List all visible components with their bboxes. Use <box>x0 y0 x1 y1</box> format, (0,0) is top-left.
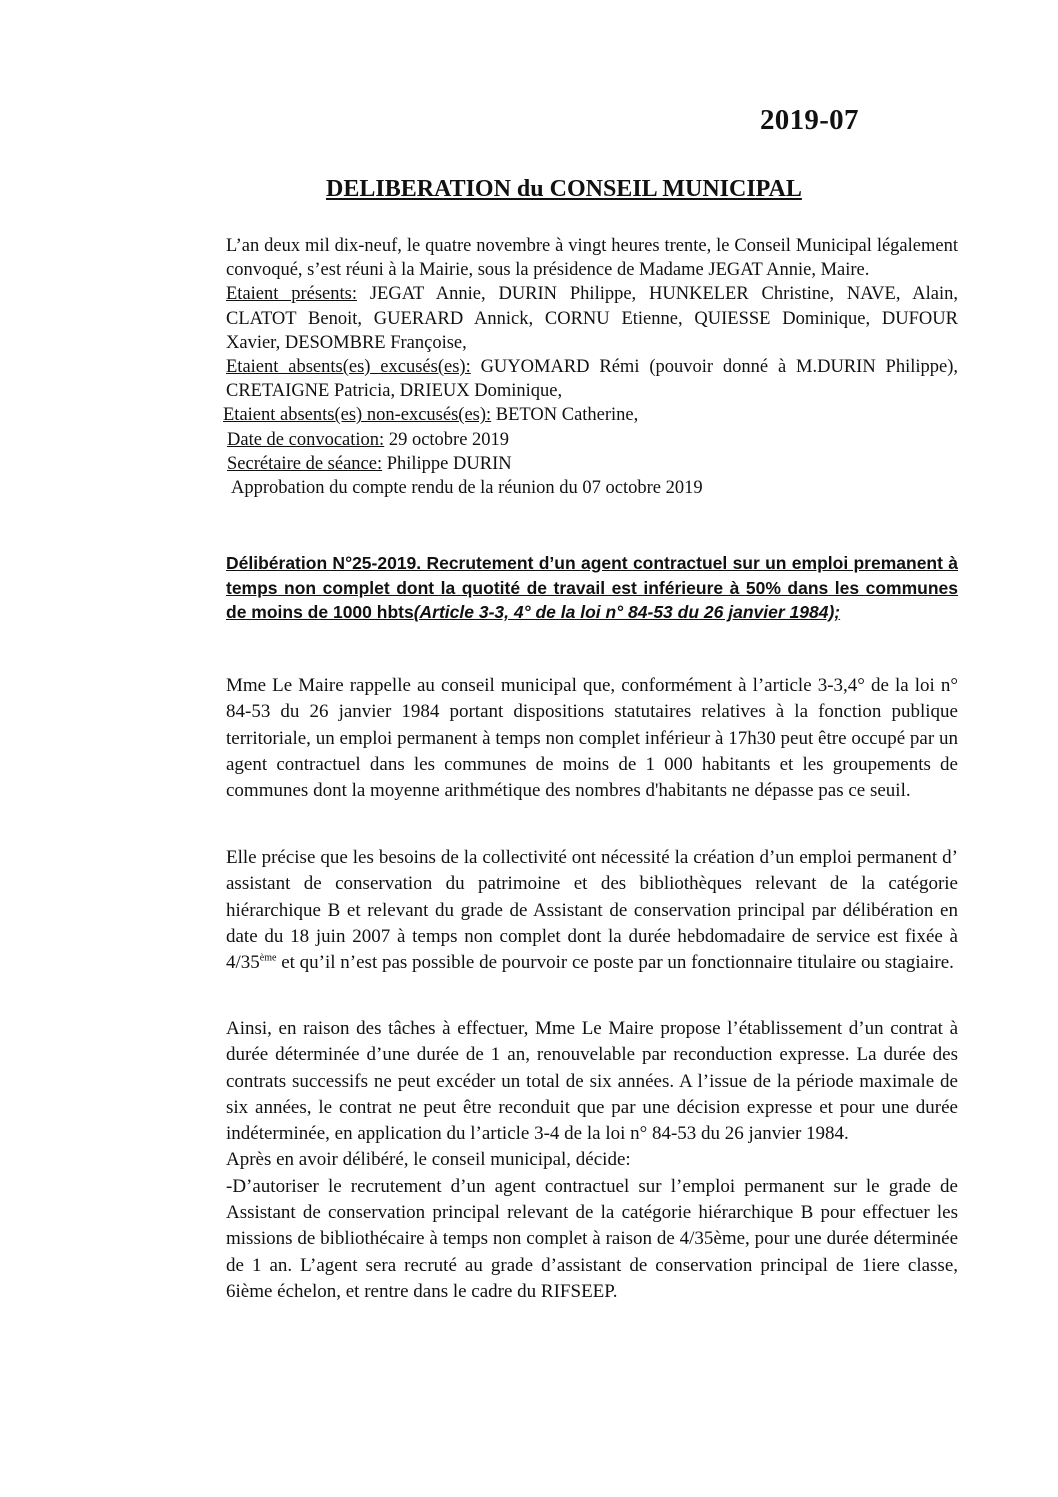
excused-list: GUYOMARD Rémi (pouvoir donné à M.DURIN Philippe), CRETAIGNE Patricia, DRIEUX Dominique, <box>226 357 958 402</box>
present-list: JEGAT Annie, DURIN Philippe, HUNKELER Christine, NAVE, Alain, CLATOT Benoit, GUERARD Annick, CORNU Etienne, QUIESSE Dominique, DUFOUR Xavier, DESOMBRE Françoise, <box>226 284 958 353</box>
present-members <box>226 282 958 355</box>
document-title: DELIBERATION du CONSEIL MUNICIPAL <box>326 176 802 202</box>
paragraph-proposal: Ainsi, en raison des tâches à effectuer, Mme Le Maire propose l’établissement d’un contrat à durée déterminée d’une durée de 1 an, renouvelable par reconduction expresse. La durée des contrats successifs ne peut excéder un total de six années. A l’issue de la période maximale de six années, le contrat ne peut être reconduit que par une décision expresse et pour une durée indéterminée, en application du l’article 3-4 de la loi n° 84-53 du 26 janvier 1984. <box>226 1018 958 1145</box>
superscript-eme: ème <box>259 952 277 964</box>
document-number: 2019-07 <box>760 104 859 136</box>
convocation-label: Date de convocation: <box>227 429 385 450</box>
paragraph-proposal-block <box>226 1016 958 1305</box>
paragraph-decision: -D’autoriser le recrutement d’un agent contractuel sur l’emploi permanent sur le grade de Assistant de conservation principal relevant de la catégorie hiérarchique B pour effectuer les missions de bibliothécaire à temps non complet à raison de 4/35ème, pour une durée déterminée de 1 an. L’agent sera recruté au grade d’assistant de conservation principal de 1iere classe, 6ième échelon, et rentre dans le cadre du RIFSEEP. <box>226 1175 958 1302</box>
minutes-approval: Approbation du compte rendu de la réunion du 07 octobre 2019 <box>231 478 703 499</box>
paragraph-context <box>226 845 958 976</box>
deliberation-heading-text: Délibération N°25-2019. Recrutement d’un agent contractuel sur un emploi premanent à temps non complet dont la quotité de travail est inférieure à 50% dans les communes de moins de 1000 hbts <box>226 553 958 622</box>
paragraph-context-part2: et qu’il n’est pas possible de pourvoir ce poste par un fonctionnaire titulaire ou stagiaire. <box>276 952 954 974</box>
excused-members <box>226 355 958 403</box>
secretary-label: Secrétaire de séance: <box>227 453 383 474</box>
deliberation-heading-ref: (Article 3-3, 4° de la loi n° 84-53 du 26 janvier 1984); <box>413 602 841 622</box>
excused-label: Etaient absents(es) excusés(es): <box>226 357 471 378</box>
present-label: Etaient présents: <box>226 284 357 305</box>
meeting-opening: L’an deux mil dix-neuf, le quatre novembre à vingt heures trente, le Conseil Municipal légalement convoqué, s’est réuni à la Mairie, sous la présidence de Madame JEGAT Annie, Maire. <box>226 236 958 281</box>
unexcused-label: Etaient absents(es) non-excusés(es): <box>223 405 492 426</box>
deliberation-heading <box>226 551 958 625</box>
meeting-intro <box>223 234 958 500</box>
paragraph-legal-basis: Mme Le Maire rappelle au conseil municipal que, conformément à l’article 3-3,4° de la loi n° 84-53 du 26 janvier 1984 portant dispositions statutaires relatives à la fonction publique territoriale, un emploi permanent à temps non complet inférieur à 17h30 peut être occupé par un agent contractuel dans les communes de moins de 1 000 habitants et les groupements de communes dont la moyenne arithmétique des nombres d'habitants ne dépasse pas ce seuil. <box>226 675 958 802</box>
session-secretary <box>227 452 958 476</box>
secretary-value: Philippe DURIN <box>382 453 512 474</box>
paragraph-decision-intro: Après en avoir délibéré, le conseil municipal, décide: <box>226 1149 631 1171</box>
convocation-value: 29 octobre 2019 <box>384 429 510 450</box>
unexcused-members <box>223 403 958 427</box>
unexcused-list: BETON Catherine, <box>491 405 639 426</box>
convocation-date <box>227 428 958 452</box>
paragraph-context-part1: Elle précise que les besoins de la collectivité ont nécessité la création d’un emploi permanent d’ assistant de conservation du patrimoine et des bibliothèques relevant de la catégorie hiérarchique B et relevant du grade de Assistant de conservation principal par délibération en date du 18 juin 2007 à temps non complet dont la durée hebdomadaire de service est fixée à 4/35 <box>226 847 958 974</box>
